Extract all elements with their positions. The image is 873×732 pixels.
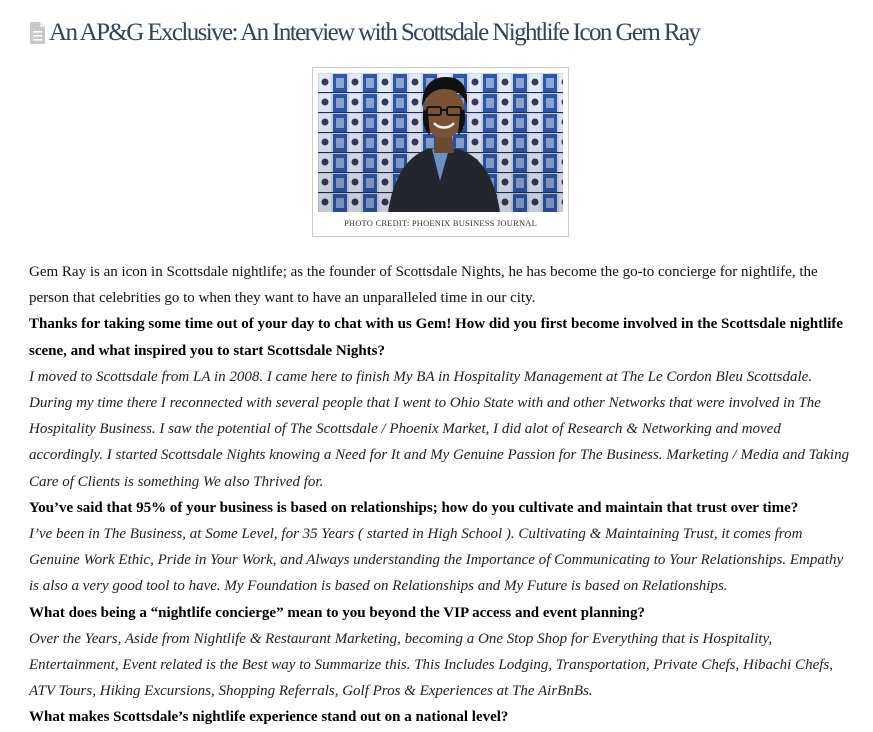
document-icon bbox=[29, 21, 46, 45]
intro-paragraph: Gem Ray is an icon in Scottsdale nightlife; as the founder of Scottsdale Nights, he has become the go-to concierge for nightlife, the person that celebrities go to when they want to have an unparalleled time in our city. bbox=[29, 264, 818, 307]
answer-3: Over the Years, Aside from Nightlife & Restaurant Marketing, becoming a One Stop Shop for Everything that is Hospitality, Entertainment, Event related is the Best way to Summarize this. This Includes Lodging, Transportation, Private Chefs, Hibachi Chefs, ATV Tours, Hiking Excursions, Shopping Referrals, Golf Pros & Experiences at The AirBnBs. bbox=[29, 630, 833, 700]
answer-2: I’ve been in The Business, at Some Level, for 35 Years ( started in High School ). Cultivating & Maintaining Trust, it comes from Genuine Work Ethic, Pride in Your Work, and Always understanding the Importance of Communicating to Your Relationships. Empathy is also a very good tool to have. My Foundation is based on Relationships and My Future is based on Relationships. bbox=[29, 526, 844, 595]
portrait-photo bbox=[318, 73, 563, 212]
answer-1: I moved to Scottsdale from LA in 2008. I came here to finish My BA in Hospitality Management at The Le Cordon Bleu Scottsdale. During my time there I reconnected with several people that I went to Ohio State with and other Networks that were involved in The Hospitality Business. I saw the potential of The Scottsdale / Phoenix Market, I did alot of Research & Networking and moved accordingly. I started Scottsdale Nights knowing a Need for It and My Genuine Passion for The Business. Marketing / Media and Taking Care of Clients is something We also Thrived for. bbox=[29, 368, 850, 490]
question-2: You’ve said that 95% of your business is based on relationships; how do you cultivate and maintain that trust over time? bbox=[29, 499, 799, 516]
article-title[interactable]: An AP&G Exclusive: An Interview with Scottsdale Nightlife Icon Gem Ray bbox=[49, 19, 700, 46]
question-4: What makes Scottsdale’s nightlife experience stand out on a national level? bbox=[29, 709, 509, 726]
question-3: What does being a “nightlife concierge” mean to you beyond the VIP access and event planning? bbox=[29, 604, 646, 621]
question-1: Thanks for taking some time out of your day to chat with us Gem! How did you first become involved in the Scottsdale nightlife scene, and what inspired you to start Scottsdale Nights? bbox=[29, 316, 844, 359]
article-figure bbox=[312, 67, 569, 237]
article-header bbox=[29, 17, 699, 49]
article-body bbox=[29, 259, 851, 731]
photo-caption: PHOTO CREDIT: PHOENIX BUSINESS JOURNAL bbox=[343, 218, 538, 228]
